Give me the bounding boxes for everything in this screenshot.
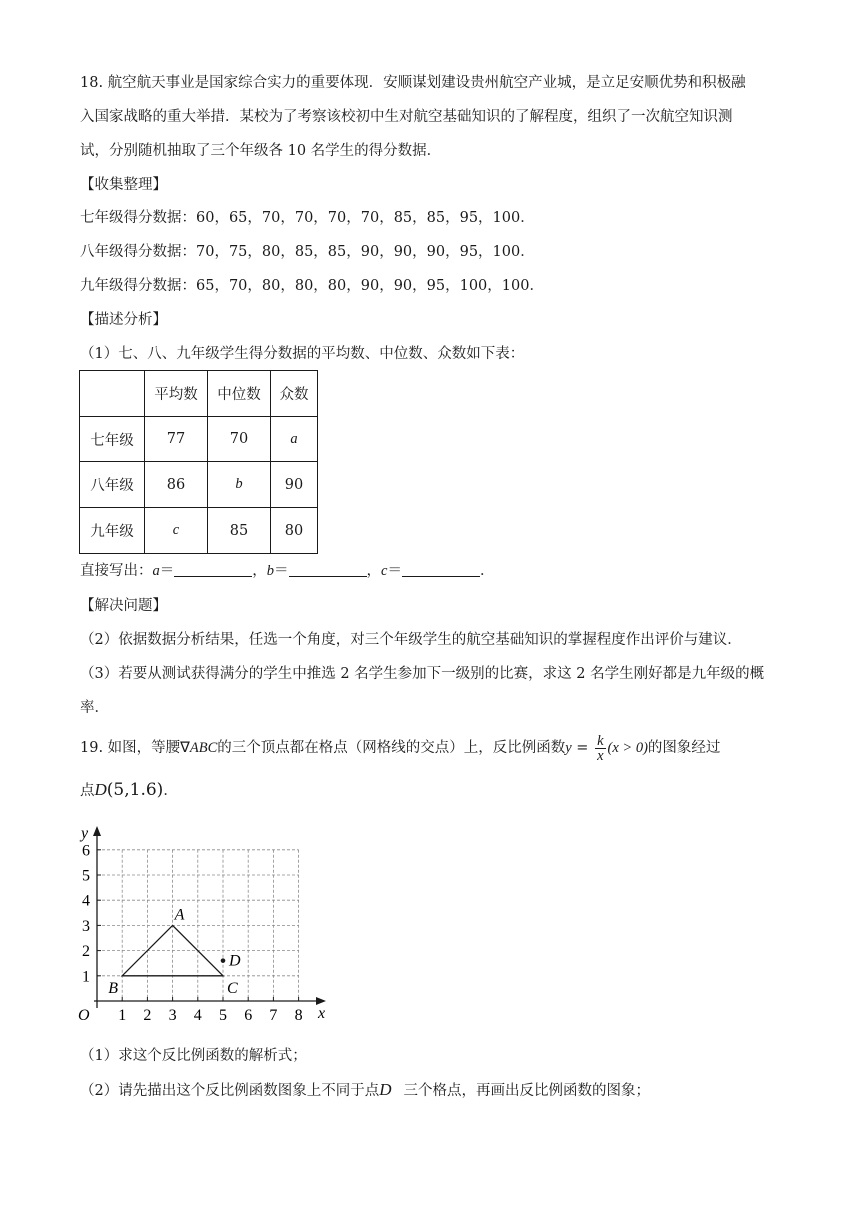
q19-part2-b: 三个格点，再画出反比例函数的图象； [403, 1083, 651, 1099]
func-condition: (x > 0) [607, 740, 648, 756]
answer-prefix: 直接写出： [80, 563, 153, 579]
x-tick-label: 3 [168, 1007, 177, 1024]
func-fraction [595, 734, 605, 763]
answer-b-var: b [266, 563, 274, 579]
table-cell: 八年级 [80, 462, 145, 508]
y-tick-label: 5 [82, 867, 90, 885]
x-tick-label: 5 [219, 1007, 227, 1024]
q18-part2: （2）依据数据分析结果，任选一个角度，对三个年级学生的航空基础知识的掌握程度作出评价与建议． [80, 632, 742, 648]
end-period: ． [479, 563, 495, 579]
table-cell: b [208, 462, 271, 508]
q19-intro-a: 19. 如图，等腰 [80, 740, 181, 756]
x-tick-label: 8 [294, 1007, 303, 1024]
q19-intro-b: 的三个顶点都在格点（网格线的交点）上，反比例函数 [217, 740, 566, 756]
q18-part1: （1）七、八、九年级学生得分数据的平均数、中位数、众数如下表： [80, 346, 525, 362]
table-cell: 80 [271, 508, 318, 554]
y-tick-label: 3 [82, 917, 90, 935]
frac-numerator: k [597, 732, 604, 749]
q19-part2-d: D [379, 1080, 392, 1099]
table-row [80, 417, 318, 462]
section-solve-heading: 【解决问题】 [80, 598, 167, 614]
table-cell: 77 [145, 417, 208, 462]
x-tick-label: 1 [118, 1007, 127, 1024]
q18-intro-line1: 18. 航空航天事业是国家综合实力的重要体现．安顺谋划建设贵州航空产业城，是立足安顺优势和积极融 [80, 75, 746, 91]
axes [93, 826, 326, 1008]
point-prefix: 点 [80, 783, 95, 799]
table-cell: c [145, 508, 208, 554]
y-axis-arrow [93, 826, 101, 836]
grade7-data: 七年级得分数据：60，65，70，70，70，70，85，85，95，100． [80, 210, 535, 226]
point-d-label: D [229, 952, 241, 970]
coordinate-figure [72, 822, 332, 1032]
q19-point-line [80, 780, 178, 801]
answer-line [80, 561, 494, 581]
x-tick-label: 7 [269, 1007, 278, 1024]
y-tick-label: 6 [82, 842, 90, 860]
eq-sign: ＝ [159, 563, 175, 579]
x-tick-label: 6 [244, 1007, 253, 1024]
table-row [80, 508, 318, 554]
point-coords: (5,1.6) [106, 780, 164, 800]
q19-part1: （1）求这个反比例函数的解析式； [80, 1048, 307, 1064]
table-cell: 85 [208, 508, 271, 554]
table-header-cell [80, 371, 145, 417]
table-cell: 70 [208, 417, 271, 462]
x-axis-label: x [318, 1005, 326, 1022]
point-d [221, 958, 226, 963]
answer-a-blank[interactable] [174, 562, 252, 577]
table-header-row [80, 371, 318, 417]
q18-part3-line1: （3）若要从测试获得满分的学生中推选 2 名学生参加下一级别的比赛，求这 2 名学生刚好都是九年级的概 [80, 666, 765, 682]
table-cell: 86 [145, 462, 208, 508]
answer-c-var: c [381, 563, 388, 579]
q19-intro-c: 的图象经过 [647, 740, 721, 756]
table-cell: 七年级 [80, 417, 145, 462]
stats-table [79, 370, 318, 554]
section-describe-heading: 【描述分析】 [80, 312, 167, 328]
q18-part3-line2: 率． [80, 700, 109, 716]
table-cell: 九年级 [80, 508, 145, 554]
x-axis-arrow [316, 997, 326, 1005]
frac-denominator: x [597, 747, 604, 764]
section-collect-heading: 【收集整理】 [80, 177, 167, 193]
x-tick-label: 2 [143, 1007, 152, 1024]
table-row [80, 462, 318, 508]
vertex-b-label: B [108, 979, 118, 997]
vertex-a-label: A [174, 906, 185, 924]
table-header-cell: 平均数 [145, 371, 208, 417]
y-tick-label: 4 [82, 892, 90, 910]
table-cell: a [271, 417, 318, 462]
func-y: y [565, 740, 572, 756]
eq-sign: ＝ [274, 563, 289, 579]
separator: ， [366, 563, 381, 579]
table-cell: 90 [271, 462, 318, 508]
q18-intro-line3: 试，分别随机抽取了三个年级各 10 名学生的得分数据． [80, 143, 442, 159]
answer-b-blank[interactable] [289, 562, 367, 577]
point-label: D [94, 780, 107, 799]
table-header-cell: 众数 [271, 371, 318, 417]
x-tick-label: 4 [193, 1007, 202, 1024]
table-header-cell: 中位数 [208, 371, 271, 417]
origin-label: O [78, 1007, 90, 1024]
triangle-symbol: ∇ [180, 740, 190, 756]
triangle-name: ABC [189, 740, 218, 756]
q19-part2-a: （2）请先描出这个反比例函数图象上不同于点 [80, 1083, 380, 1099]
q18-intro-line2: 入国家战略的重大举措．某校为了考察该校初中生对航空基础知识的了解程度，组织了一次航空知识测 [80, 109, 733, 125]
grade9-data: 九年级得分数据：65，70，80，80，80，90，90，95，100，100． [80, 278, 544, 294]
q19-intro [80, 731, 720, 765]
func-eq: = [571, 740, 594, 756]
grade8-data: 八年级得分数据：70，75，80，85，85，90，90，90，95，100． [80, 244, 535, 260]
y-axis-label: y [81, 825, 89, 842]
vertex-c-label: C [227, 979, 238, 997]
separator: ， [252, 563, 267, 579]
y-tick-label: 2 [82, 943, 90, 961]
q19-part2 [80, 1080, 650, 1101]
answer-a-var: a [152, 563, 160, 579]
point-end: ． [163, 783, 178, 799]
grid-lines [97, 850, 299, 1001]
y-tick-label: 1 [82, 968, 90, 986]
answer-c-blank[interactable] [402, 562, 480, 577]
eq-sign: ＝ [387, 563, 402, 579]
